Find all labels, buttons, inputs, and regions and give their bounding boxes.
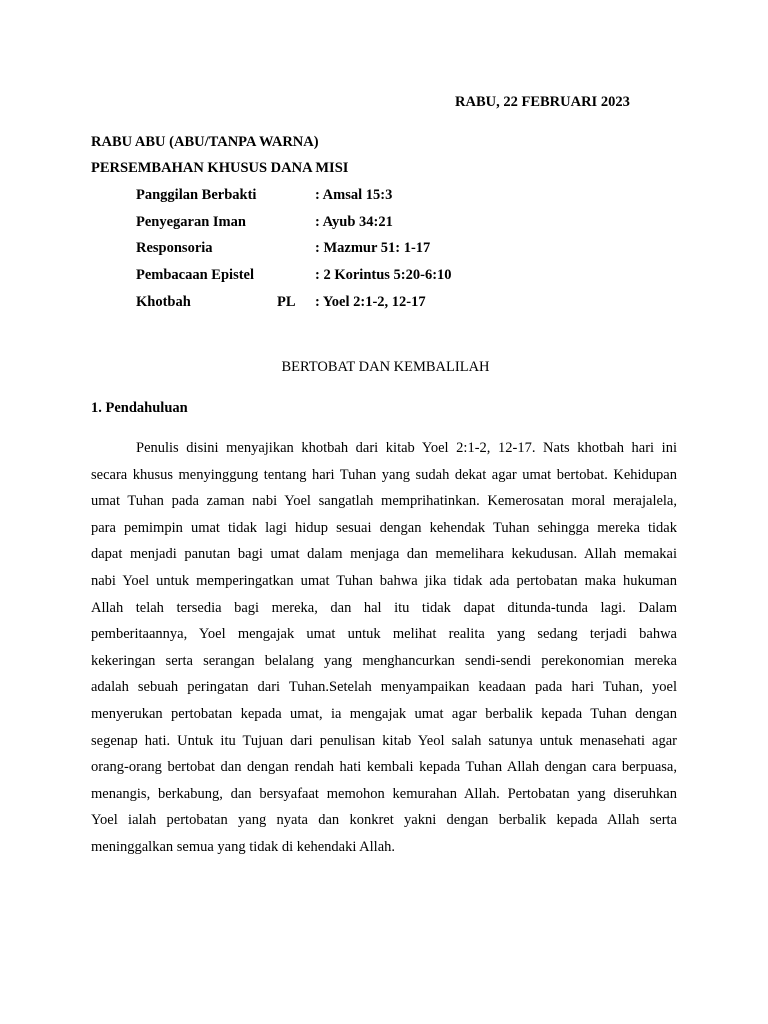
schedule-label: Responsoria [136,240,213,256]
paragraph-line: adalah sebuah peringatan dari Tuhan.Setelah menyampaikan keadaan pada hari Tuhan, yoel [91,679,677,696]
paragraph-line: kekeringan serta serangan belalang yang menghancurkan sendi-sendi perekonomian mereka [91,652,677,669]
schedule-value: : Yoel 2:1-2, 12-17 [315,294,426,310]
body-paragraph [91,435,677,861]
schedule-value: : Mazmur 51: 1-17 [315,240,431,256]
schedule-label: Khotbah [136,294,191,310]
sermon-title: BERTOBAT DAN KEMBALILAH [281,359,490,375]
offering-note: PERSEMBAHAN KHUSUS DANA MISI [91,160,349,176]
paragraph-line: segenap hati. Untuk itu Tujuan dari penulisan kitab Yeol salah satunya untuk menasehati agar [91,732,677,749]
schedule-label: Penyegaran Iman [136,214,246,230]
service-date: RABU, 22 FEBRUARI 2023 [455,94,630,110]
paragraph-line: nabi Yoel untuk memperingatkan umat Tuhan bahwa jika tidak ada pertobatan maka hukuman [91,572,677,589]
paragraph-line: Penulis disini menyajikan khotbah dari kitab Yoel 2:1-2, 12-17. Nats khotbah hari ini [136,440,677,456]
paragraph-line: Yoel ialah pertobatan yang nyata dan konkret yakni dengan berbalik kepada Allah serta [91,812,677,829]
schedule-extra: PL [277,294,296,310]
service-name: RABU ABU (ABU/TANPA WARNA) [91,134,319,150]
paragraph-line: menangis, berkabung, dan bersyafaat memohon kemurahan Allah. Pertobatan yang diseruhkan [91,785,677,802]
paragraph-line: para pemimpin umat tidak lagi hidup sesuai dengan kehendak Tuhan sehingga mereka tidak [91,519,677,536]
schedule-label: Panggilan Berbakti [136,187,257,203]
schedule-value: : 2 Korintus 5:20-6:10 [315,267,452,283]
schedule-row [136,294,656,314]
paragraph-line: secara khusus menyinggung tentang hari Tuhan yang sudah dekat agar umat bertobat. Kehidupan [91,466,677,483]
schedule-label: Pembacaan Epistel [136,267,255,283]
schedule-value: : Amsal 15:3 [315,187,393,203]
schedule-value: : Ayub 34:21 [315,214,393,230]
paragraph-line: umat Tuhan pada zaman nabi Yoel sangatlah memprihatinkan. Kemerosatan moral merajalela, [91,493,677,510]
section-heading: 1. Pendahuluan [91,400,188,416]
schedule-row [136,214,656,234]
paragraph-line: Allah telah tersedia bagi mereka, dan hal itu tidak dapat ditunda-tunda lagi. Dalam [91,599,677,616]
schedule-row [136,267,656,287]
paragraph-line: pemberitaannya, Yoel mengajak umat untuk melihat realita yang sedang terjadi bahwa [91,626,677,643]
schedule-row [136,187,656,207]
paragraph-line: menyerukan pertobatan kepada umat, ia mengajak umat agar berbalik kepada Tuhan dengan [91,705,677,722]
paragraph-line: orang-orang bertobat dan dengan rendah hati kembali kepada Tuhan Allah dengan cara berpuasa, [91,759,677,776]
paragraph-line: meninggalkan semua yang tidak di kehendaki Allah. [91,838,396,855]
schedule-row [136,240,656,260]
paragraph-line: dapat menjadi panutan bagi umat dalam menjaga dan memelihara kekudusan. Allah memakai [91,546,677,563]
